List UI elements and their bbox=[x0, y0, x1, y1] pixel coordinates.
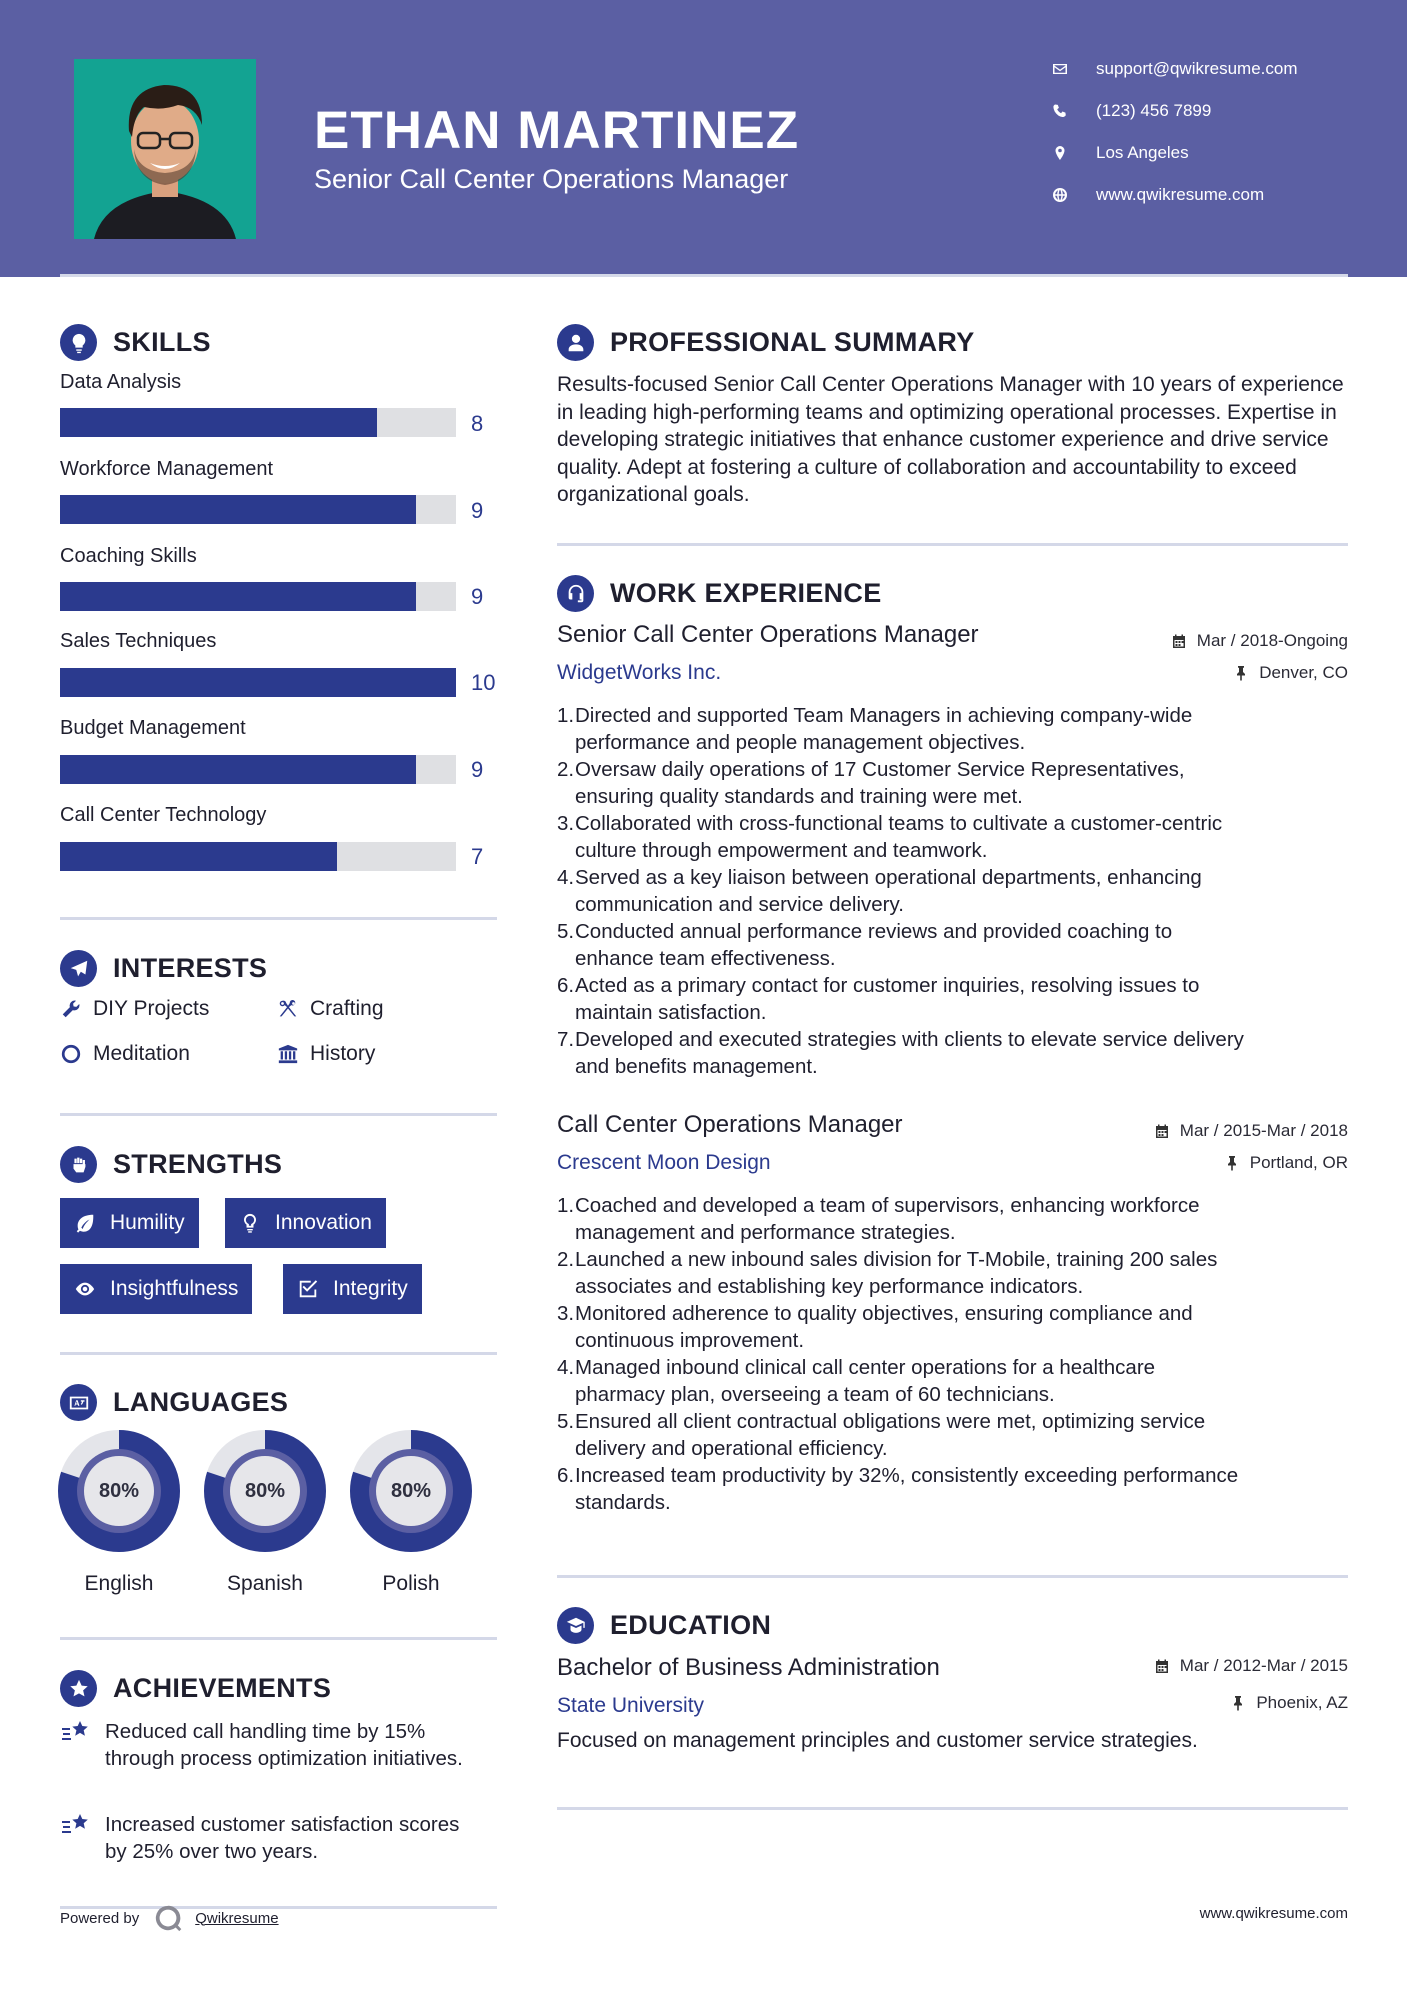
interests-heading: INTERESTS bbox=[60, 950, 267, 987]
section-divider bbox=[60, 1352, 497, 1355]
pushpin-icon bbox=[1233, 665, 1249, 681]
candidate-name: ETHAN MARTINEZ bbox=[314, 101, 800, 160]
experience-heading: WORK EXPERIENCE bbox=[557, 575, 882, 612]
section-divider bbox=[557, 1807, 1348, 1810]
graduate-icon bbox=[557, 1607, 594, 1644]
school: State University bbox=[557, 1694, 705, 1717]
language-item bbox=[350, 1430, 472, 1595]
skill-bar bbox=[60, 408, 456, 437]
section-divider bbox=[557, 543, 1348, 546]
language-name: Spanish bbox=[227, 1572, 303, 1595]
education-heading: EDUCATION bbox=[557, 1607, 771, 1644]
summary-text: Results-focused Senior Call Center Operations Manager with 10 years of experience in leading high-performing teams and optimizing operational processes. Expertise in developing strategic initiatives that enhance customer experience and drive service quality. Adept at fostering a culture of collaboration and accountability to exceed organizational goals. bbox=[557, 373, 1344, 506]
candidate-title: Senior Call Center Operations Manager bbox=[314, 164, 789, 194]
qwikresume-logo-icon bbox=[153, 1903, 183, 1933]
language-item bbox=[204, 1430, 326, 1595]
list-item: 5. Conducted annual performance reviews and provided coaching to enhance team effectiveness. bbox=[557, 920, 1173, 970]
education-description: Focused on management principles and customer service strategies. bbox=[557, 1729, 1198, 1752]
job-company: Crescent Moon Design bbox=[557, 1151, 771, 1174]
strength-tag: Humility bbox=[60, 1198, 199, 1248]
skill-label: Call Center Technology bbox=[60, 804, 267, 826]
skill-value: 7 bbox=[471, 844, 484, 869]
job-company: WidgetWorks Inc. bbox=[557, 661, 722, 684]
phone-icon bbox=[1050, 101, 1070, 121]
skill-label: Coaching Skills bbox=[60, 545, 197, 567]
list-item: 4. Managed inbound clinical call center operations for a healthcare pharmacy plan, overseeing a team of 60 technicians. bbox=[557, 1356, 1156, 1406]
education-location: Phoenix, AZ bbox=[1230, 1693, 1348, 1713]
list-item: 6. Acted as a primary contact for customer inquiries, resolving issues to maintain satisfaction. bbox=[557, 974, 1200, 1024]
calendar-icon bbox=[1171, 633, 1187, 649]
job-dates: Mar / 2018-Ongoing bbox=[1171, 631, 1348, 651]
list-item: 1. Directed and supported Team Managers in achieving company-wide performance and people management objectives. bbox=[557, 704, 1193, 754]
leaf-icon bbox=[74, 1212, 96, 1234]
shooting-star-icon bbox=[60, 1811, 92, 1839]
lightbulb-icon bbox=[239, 1212, 261, 1234]
skill-label: Budget Management bbox=[60, 717, 246, 739]
language-percent: 80% bbox=[98, 1479, 140, 1502]
wrench-icon bbox=[60, 998, 82, 1020]
section-divider bbox=[60, 917, 497, 920]
language-percent: 80% bbox=[244, 1479, 286, 1502]
section-divider bbox=[60, 1637, 497, 1640]
job-dates: Mar / 2015-Mar / 2018 bbox=[1154, 1121, 1348, 1141]
skill-bar bbox=[60, 582, 456, 611]
strength-tag: Integrity bbox=[283, 1264, 422, 1314]
interest-item: Meditation bbox=[60, 1042, 190, 1066]
language-name: Polish bbox=[382, 1572, 440, 1595]
user-icon bbox=[557, 324, 594, 361]
language-percent: 80% bbox=[390, 1479, 432, 1502]
contact-email[interactable] bbox=[1050, 54, 1380, 84]
skill-bar-fill bbox=[60, 755, 416, 784]
skill-value: 9 bbox=[471, 584, 484, 609]
circle-icon bbox=[60, 1043, 82, 1065]
eye-icon bbox=[74, 1278, 96, 1300]
lightbulb-icon bbox=[60, 324, 97, 361]
skill-bar bbox=[60, 495, 456, 524]
skill-bar bbox=[60, 755, 456, 784]
envelope-icon bbox=[1050, 59, 1070, 79]
scissors-icon bbox=[277, 998, 299, 1020]
skill-label: Sales Techniques bbox=[60, 630, 217, 652]
calendar-icon bbox=[1154, 1123, 1170, 1139]
pushpin-icon bbox=[1230, 1695, 1246, 1711]
pushpin-icon bbox=[1224, 1155, 1240, 1171]
list-item: 3. Monitored adherence to quality objectives, ensuring compliance and continuous improvement. bbox=[557, 1302, 1193, 1352]
star-badge-icon bbox=[60, 1670, 97, 1707]
achievement-item: Increased customer satisfaction scores by 25% over two years. bbox=[60, 1811, 480, 1865]
interest-item: History bbox=[277, 1042, 375, 1066]
contact-website-text: www.qwikresume.com bbox=[1096, 185, 1265, 204]
contact-phone[interactable] bbox=[1050, 96, 1380, 126]
paper-plane-icon bbox=[60, 950, 97, 987]
shooting-star-icon bbox=[60, 1718, 92, 1746]
museum-icon bbox=[277, 1043, 299, 1065]
skill-label: Data Analysis bbox=[60, 371, 182, 393]
skill-bar-fill bbox=[60, 842, 337, 871]
degree: Bachelor of Business Administration bbox=[557, 1654, 940, 1681]
skill-bar bbox=[60, 842, 456, 871]
qwikresume-link[interactable]: Qwikresume bbox=[195, 1909, 279, 1927]
interest-item: DIY Projects bbox=[60, 997, 209, 1021]
contact-location bbox=[1050, 138, 1380, 168]
skill-value: 8 bbox=[471, 411, 484, 436]
footer-branding bbox=[60, 1903, 279, 1933]
job-bullets bbox=[557, 702, 1357, 1080]
footer-website[interactable]: www.qwikresume.com bbox=[1199, 1905, 1348, 1922]
fist-icon bbox=[60, 1146, 97, 1183]
profile-photo bbox=[74, 59, 256, 239]
skill-value: 10 bbox=[471, 670, 496, 695]
globe-icon bbox=[1050, 185, 1070, 205]
job-bullets bbox=[557, 1192, 1357, 1516]
list-item: 2. Oversaw daily operations of 17 Customer Service Representatives, ensuring quality standards and training were met. bbox=[557, 758, 1185, 808]
interest-item: Crafting bbox=[277, 997, 384, 1021]
strength-tag: Insightfulness bbox=[60, 1264, 252, 1314]
list-item: 4. Served as a key liaison between operational departments, enhancing communication and service delivery. bbox=[557, 866, 1202, 916]
list-item: 5. Ensured all client contractual obligations were met, optimizing service delivery and operational efficiency. bbox=[557, 1410, 1206, 1460]
summary-heading: PROFESSIONAL SUMMARY bbox=[557, 324, 975, 361]
header-divider bbox=[60, 274, 1348, 277]
list-item: 2. Launched a new inbound sales division for T-Mobile, training 200 sales associates and establishing key performance indicators. bbox=[557, 1248, 1218, 1298]
contact-phone-text: (123) 456 7899 bbox=[1096, 101, 1212, 120]
skill-bar-fill bbox=[60, 408, 377, 437]
powered-by-label: Powered by bbox=[60, 1909, 140, 1927]
skill-bar-fill bbox=[60, 582, 416, 611]
skill-bar-fill bbox=[60, 668, 456, 697]
contact-email-text: support@qwikresume.com bbox=[1096, 59, 1298, 78]
skill-value: 9 bbox=[471, 498, 484, 523]
list-item: 7. Developed and executed strategies with clients to elevate service delivery and benefits management. bbox=[557, 1028, 1244, 1078]
job-title: Call Center Operations Manager bbox=[557, 1111, 903, 1138]
contact-website[interactable] bbox=[1050, 180, 1380, 210]
languages-heading: LANGUAGES bbox=[60, 1384, 288, 1421]
map-pin-icon bbox=[1050, 143, 1070, 163]
headset-icon bbox=[557, 575, 594, 612]
strengths-heading: STRENGTHS bbox=[60, 1146, 282, 1183]
calendar-icon bbox=[1154, 1658, 1170, 1674]
strength-tag: Innovation bbox=[225, 1198, 386, 1248]
contact-location-text: Los Angeles bbox=[1096, 143, 1189, 162]
section-divider bbox=[60, 1113, 497, 1116]
job-title: Senior Call Center Operations Manager bbox=[557, 621, 979, 648]
achievement-item: Reduced call handling time by 15% through process optimization initiatives. bbox=[60, 1718, 480, 1772]
job-location: Portland, OR bbox=[1224, 1153, 1348, 1173]
list-item: 1. Coached and developed a team of supervisors, enhancing workforce management and performance strategies. bbox=[557, 1194, 1200, 1244]
language-item bbox=[58, 1430, 180, 1595]
section-divider bbox=[557, 1575, 1348, 1578]
list-item: 6. Increased team productivity by 32%, consistently exceeding performance standards. bbox=[557, 1464, 1239, 1514]
skill-bar bbox=[60, 668, 456, 697]
skills-heading: SKILLS bbox=[60, 324, 211, 361]
skill-label: Workforce Management bbox=[60, 458, 274, 480]
list-item: 3. Collaborated with cross-functional teams to cultivate a customer-centric culture through empowerment and teamwork. bbox=[557, 812, 1223, 862]
language-name: English bbox=[84, 1572, 154, 1595]
check-square-icon bbox=[297, 1278, 319, 1300]
skill-bar-fill bbox=[60, 495, 416, 524]
language-icon bbox=[60, 1384, 97, 1421]
skill-value: 9 bbox=[471, 757, 484, 782]
achievements-heading: ACHIEVEMENTS bbox=[60, 1670, 331, 1707]
header bbox=[0, 0, 1407, 277]
job-location: Denver, CO bbox=[1233, 663, 1348, 683]
education-dates: Mar / 2012-Mar / 2015 bbox=[1154, 1656, 1348, 1676]
